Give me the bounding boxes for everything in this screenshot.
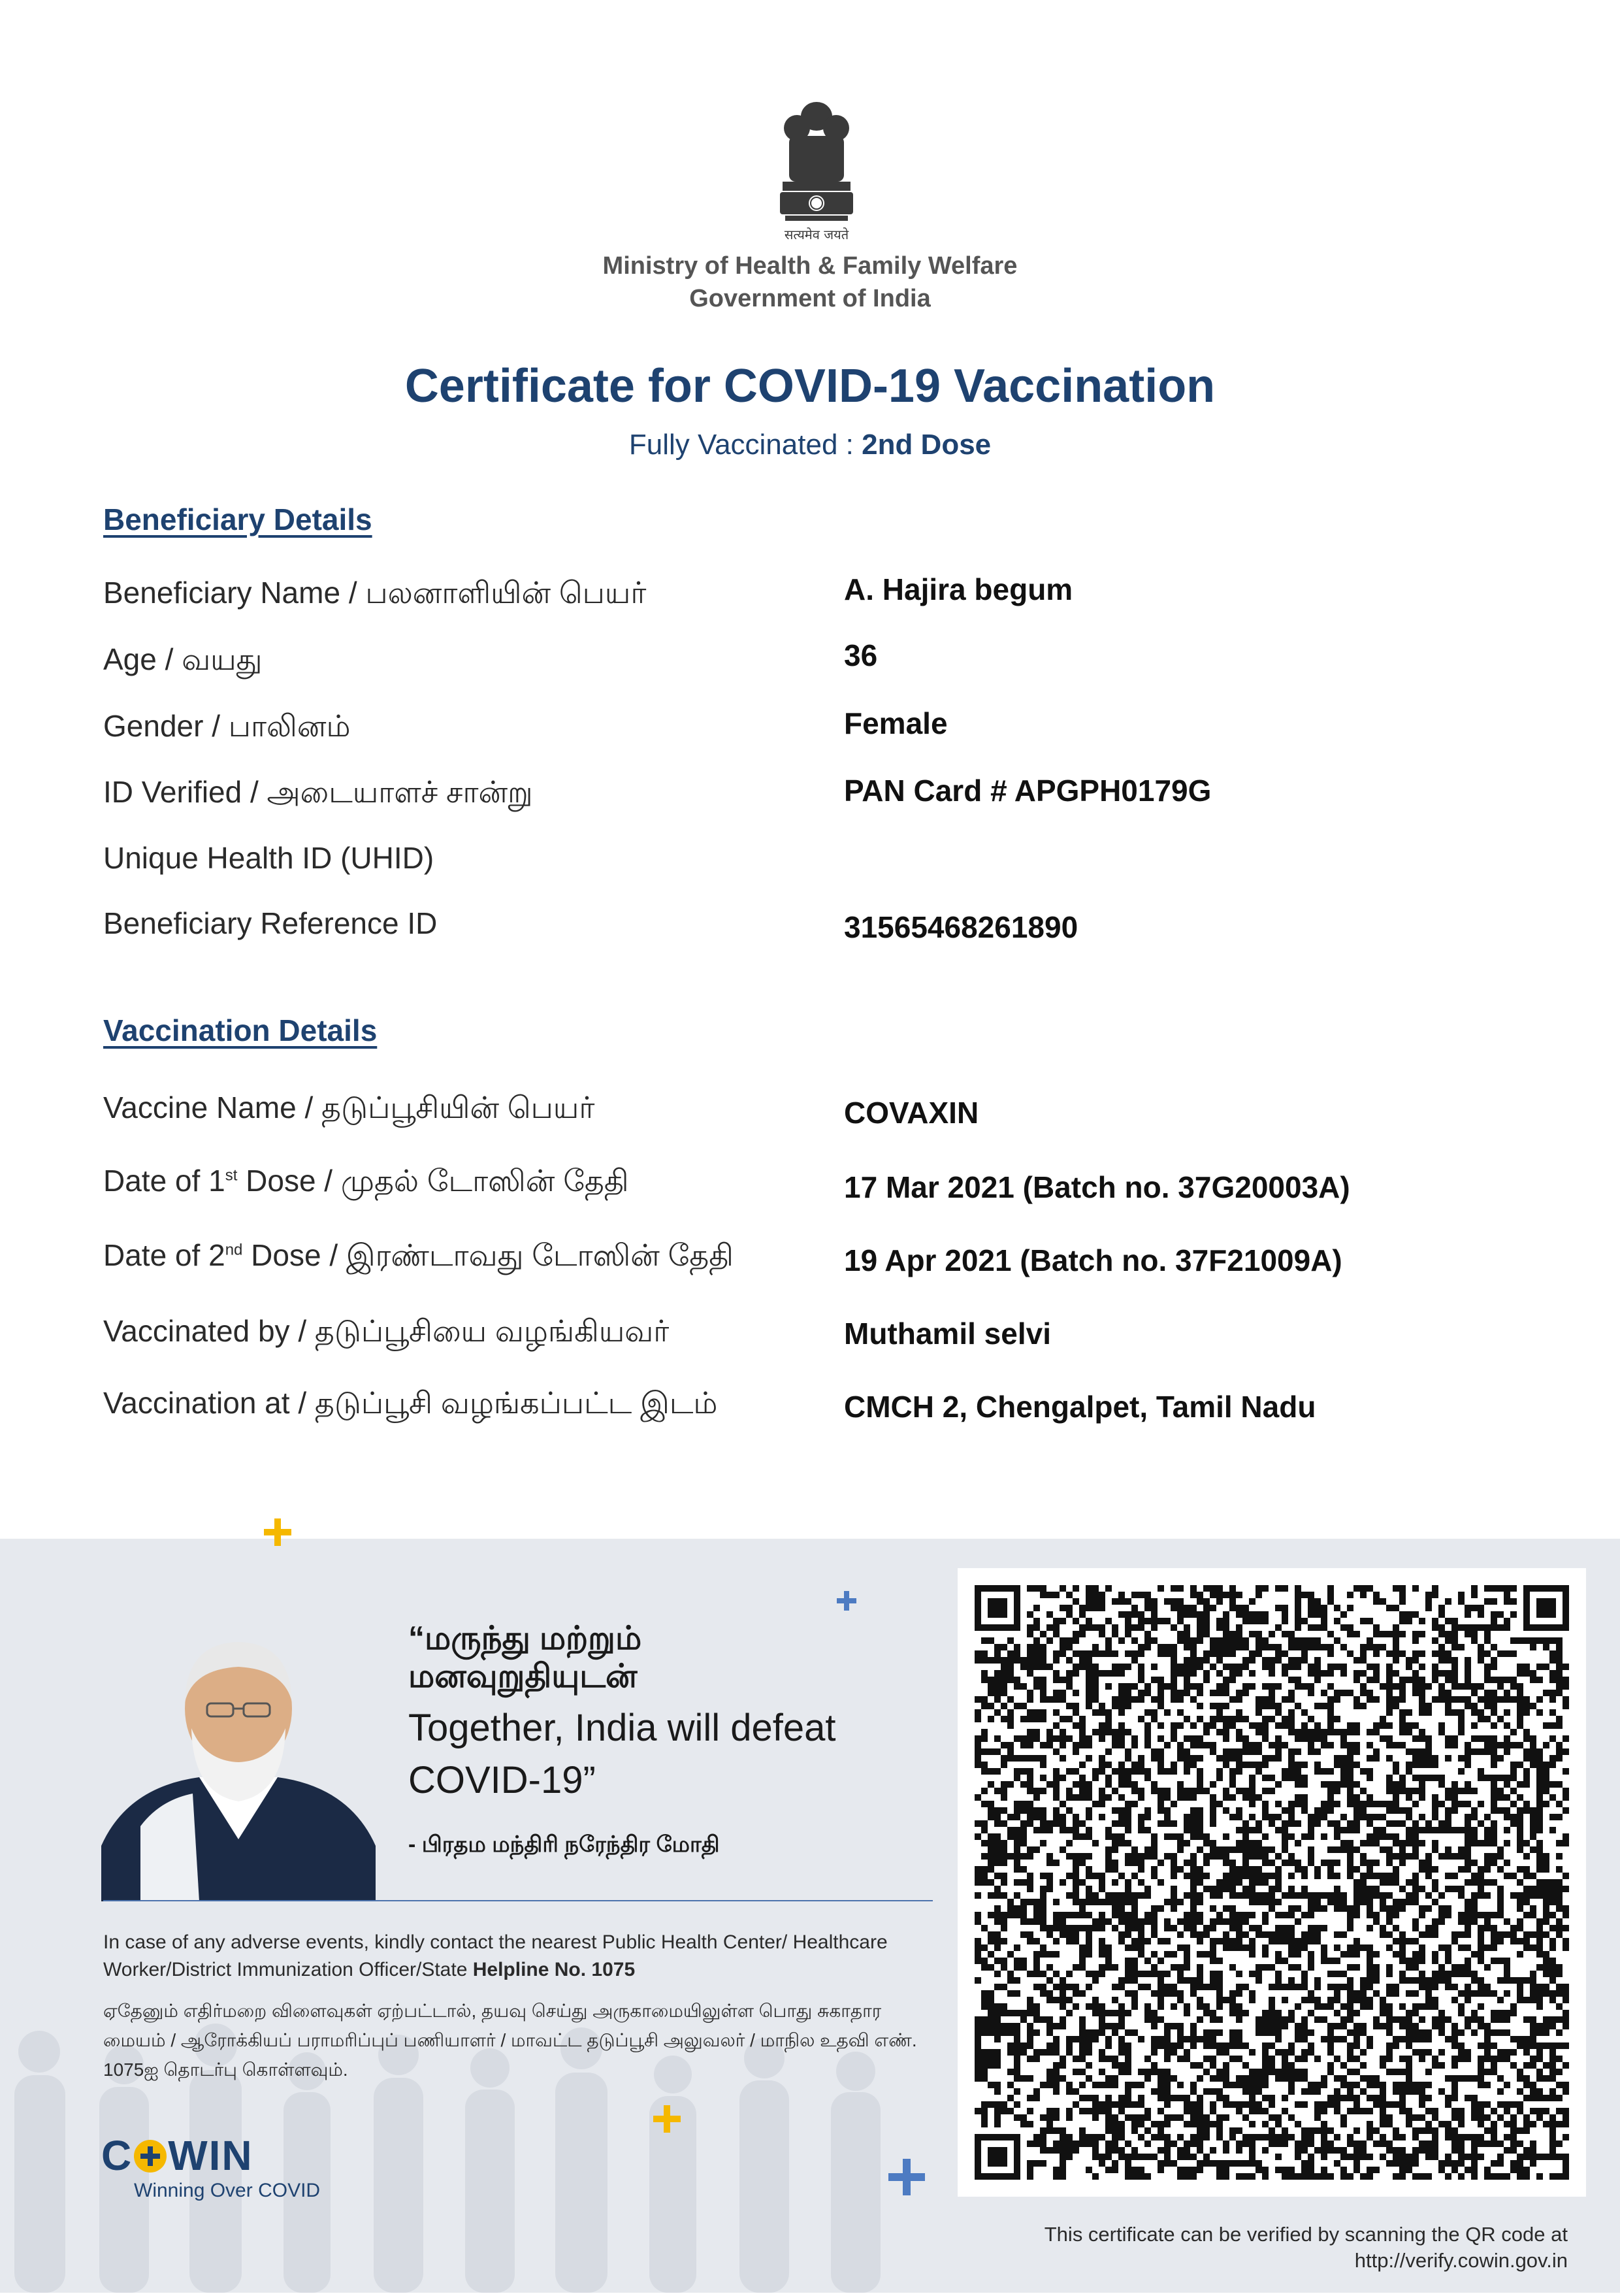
prime-minister-portrait (101, 1630, 376, 1901)
quote-english: Together, India will defeat COVID-19” (408, 1707, 836, 1801)
qr-finder-pattern (975, 1585, 1020, 1631)
id-verified-label: ID Verified / அடையாளச் சான்று (103, 775, 533, 809)
plus-decoration-blue (886, 2156, 928, 2201)
gender-value: Female (844, 706, 948, 740)
reference-id-label: Beneficiary Reference ID (103, 906, 438, 940)
divider-line (103, 1900, 933, 1901)
cowin-tagline: Winning Over COVID (134, 2180, 321, 2201)
vaccinated-by-value: Muthamil selvi (844, 1317, 1051, 1351)
dose2-label-ordinal: nd (225, 1241, 243, 1259)
certificate-subtitle (0, 429, 1620, 461)
ministry-name (0, 250, 1620, 315)
dose2-label-prefix: Date of 2 (103, 1238, 225, 1272)
plus-decoration-blue-small (835, 1589, 858, 1616)
dose1-date-value: 17 Mar 2021 (Batch no. 37G20003A) (844, 1170, 1350, 1204)
dose1-label-suffix: Dose / முதல் டோஸின் தேதி (237, 1164, 629, 1198)
subtitle-dose: 2nd Dose (862, 429, 992, 461)
dose2-label-suffix: Dose / இரண்டாவது டோஸின் தேதி (242, 1238, 734, 1272)
age-label: Age / வயது (103, 642, 263, 676)
cowin-logo-rest: WIN (168, 2132, 253, 2179)
quote-attribution: - பிரதம மந்திரி நரேந்திர மோதி (408, 1832, 720, 1857)
cowin-logo (101, 2131, 253, 2180)
verification-qr-code (975, 1585, 1569, 2180)
beneficiary-name-label: Beneficiary Name / பலனாளியின் பெயர் (103, 576, 647, 610)
quote-tamil: “மருந்து மற்றும் மனவுறுதியுடன் (408, 1620, 642, 1694)
dose1-label-ordinal: st (225, 1166, 238, 1185)
dose2-date-label (103, 1238, 734, 1277)
cowin-plus-icon (134, 2140, 167, 2173)
cowin-logo-c: C (101, 2132, 133, 2179)
national-emblem-logo (771, 97, 862, 247)
adverse-events-notice-english (103, 1929, 939, 1984)
verification-note (915, 2222, 1568, 2274)
reference-id-value: 31565468261890 (844, 910, 1078, 944)
dose1-label-prefix: Date of 1 (103, 1164, 225, 1198)
verification-url[interactable]: http://verify.cowin.gov.in (1354, 2249, 1568, 2272)
gender-label: Gender / பாலினம் (103, 709, 351, 743)
certificate-title: Certificate for COVID-19 Vaccination (404, 360, 1216, 412)
vaccine-name-value: COVAXIN (844, 1096, 979, 1130)
id-verified-value: PAN Card # APGPH0179G (844, 774, 1212, 808)
vaccination-at-label: Vaccination at / தடுப்பூசி வழங்கப்பட்ட இடம் (103, 1386, 718, 1420)
ministry-line-1: Ministry of Health & Family Welfare (602, 252, 1018, 280)
vaccinated-by-label: Vaccinated by / தடுப்பூசியை வழங்கியவர் (103, 1314, 670, 1348)
vaccine-name-label: Vaccine Name / தடுப்பூசியின் பெயர் (103, 1091, 595, 1124)
qr-finder-pattern (1523, 1585, 1569, 1631)
uhid-label: Unique Health ID (UHID) (103, 841, 434, 875)
adverse-events-notice-tamil: ஏதேனும் எதிர்மறை விளைவுகள் ஏற்பட்டால், தயவு செய்து அருகாமையிலுள்ள பொது சுகாதார மையம் / ஆரோக்கியப் பராமரிப்புப் பணியாளர் / மாவட்ட தடுப்பூசி அலுவலர் / மாநில உதவி எண். 1075ஐ தொடர்பு கொள்ளவும். (103, 2001, 917, 2080)
plus-decoration-yellow-small (651, 2103, 683, 2139)
age-value: 36 (844, 638, 878, 672)
vaccination-at-value: CMCH 2, Chengalpet, Tamil Nadu (844, 1390, 1316, 1424)
verification-note-line-1: This certificate can be verified by scanning the QR code at (1044, 2223, 1568, 2246)
qr-finder-pattern (975, 2134, 1020, 2180)
plus-decoration-yellow (261, 1516, 294, 1552)
helpline-number: Helpline No. 1075 (472, 1959, 636, 1980)
dose2-date-value: 19 Apr 2021 (Batch no. 37F21009A) (844, 1243, 1342, 1277)
adverse-notice-text: In case of any adverse events, kindly contact the nearest Public Health Center/ Healthcare Worker/District Immunization Officer/State (103, 1931, 888, 1980)
qr-modules (975, 1585, 1569, 2180)
subtitle-prefix: Fully Vaccinated : (628, 429, 862, 461)
vaccination-details-heading: Vaccination Details (103, 1013, 378, 1047)
dose1-date-label (103, 1163, 629, 1203)
beneficiary-name-value: A. Hajira begum (844, 572, 1073, 606)
ministry-line-2: Government of India (689, 285, 931, 312)
beneficiary-details-heading: Beneficiary Details (103, 502, 372, 536)
emblem-motto: सत्यमेव जयते (784, 227, 849, 242)
